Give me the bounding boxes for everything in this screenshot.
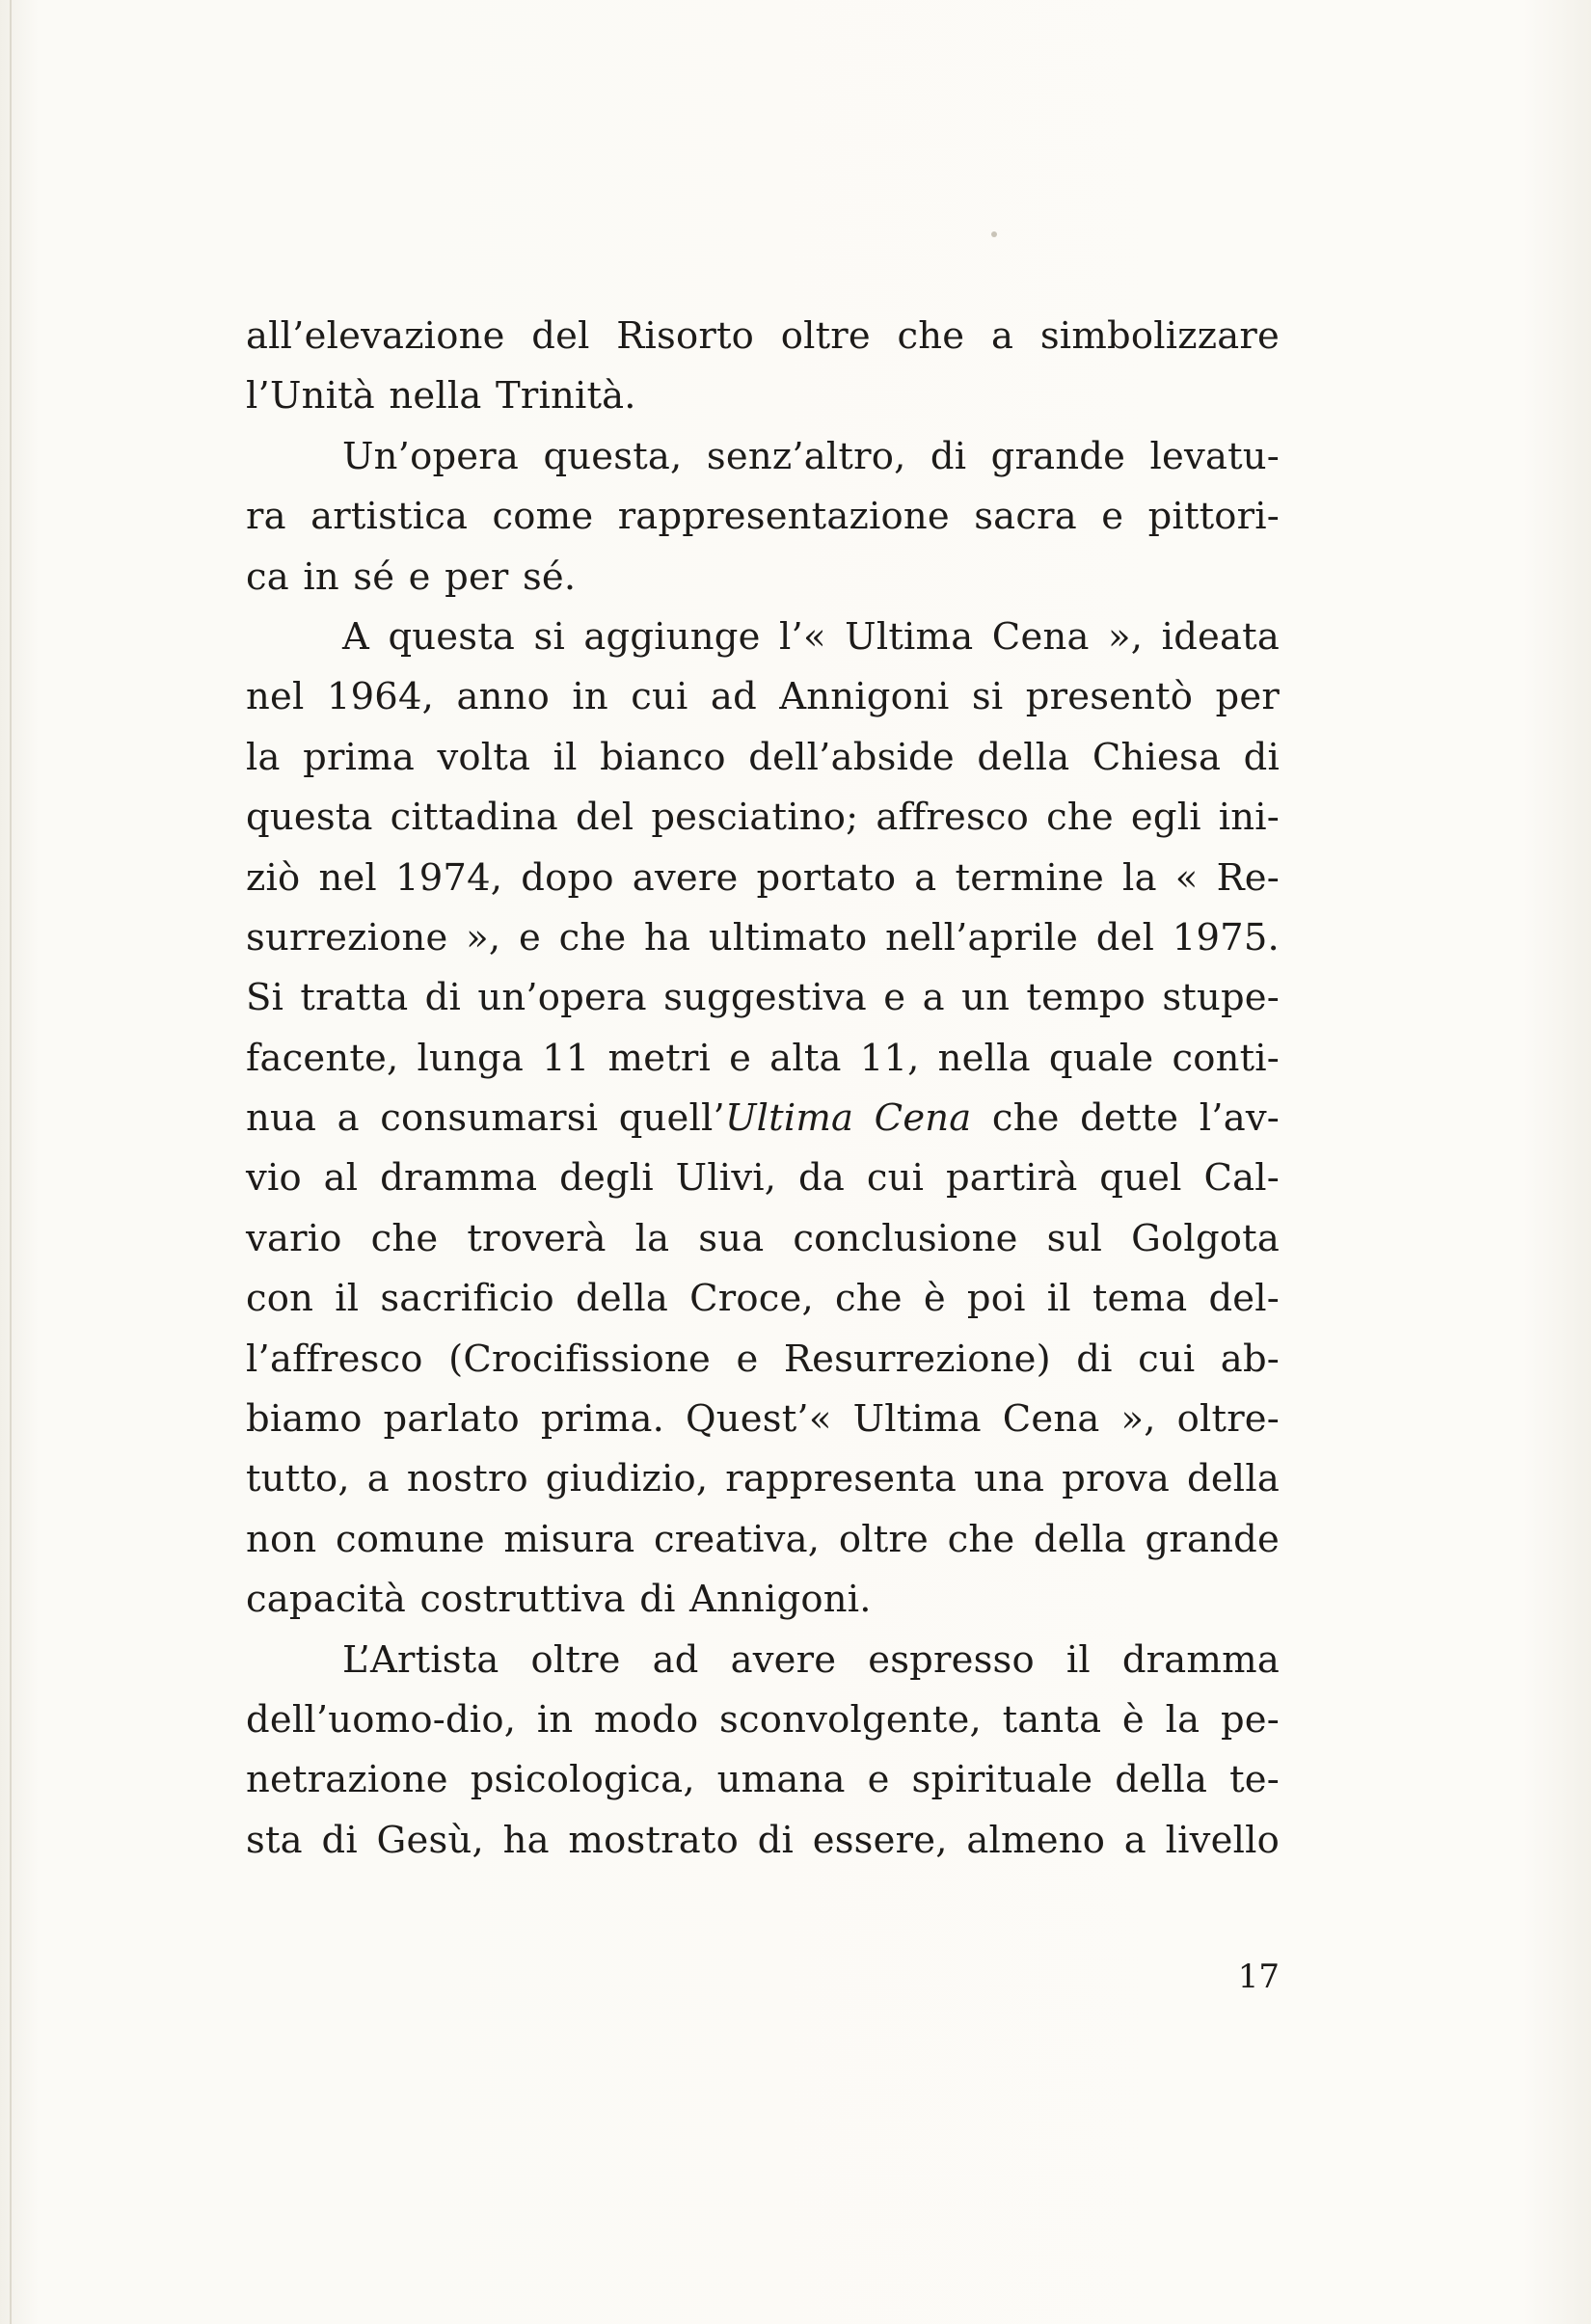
text-segment: nua a consumarsi quell’ — [246, 1096, 725, 1141]
text-line-with-italic — [246, 1089, 1280, 1148]
text-segment: che dette l’av- — [971, 1096, 1281, 1141]
text-line: biamo parlato prima. Quest’« Ultima Cena », oltre- — [246, 1397, 1280, 1442]
text-line: la prima volta il bianco dell’abside della Chiesa di — [246, 735, 1280, 779]
text-line: Un’opera questa, senz’altro, di grande levatu- — [342, 434, 1280, 478]
text-line: netrazione psicologica, umana e spirituale della te- — [246, 1758, 1280, 1802]
text-line: L’Artista oltre ad avere espresso il dramma — [342, 1637, 1280, 1682]
text-line: questa cittadina del pesciatino; affresco che egli ini- — [246, 796, 1280, 840]
text-line: vio al dramma degli Ulivi, da cui partirà quel Cal- — [246, 1156, 1280, 1201]
text-line: con il sacrificio della Croce, che è poi il tema del- — [246, 1277, 1280, 1321]
text-line: non comune misura creativa, oltre che della grande — [246, 1517, 1280, 1561]
text-line: all’elevazione del Risorto oltre che a simbolizzare — [246, 314, 1280, 358]
text-line: A questa si aggiunge l’« Ultima Cena », ideata — [342, 614, 1280, 659]
text-line: facente, lunga 11 metri e alta 11, nella quale conti- — [246, 1036, 1280, 1080]
text-line: tutto, a nostro giudizio, rappresenta una prova della — [246, 1457, 1280, 1501]
text-line: sta di Gesù, ha mostrato di essere, almeno a livello — [246, 1818, 1280, 1862]
body-text — [246, 307, 1280, 1871]
paper-speck — [991, 231, 997, 237]
text-line: dell’uomo-dio, in modo sconvolgente, tanta è la pe- — [246, 1697, 1280, 1742]
text-line: surrezione », e che ha ultimato nell’aprile del 1975. — [246, 915, 1280, 959]
text-line: l’affresco (Crocifissione e Resurrezione) di cui ab- — [246, 1337, 1280, 1381]
text-line: Si tratta di un’opera suggestiva e a un tempo stupe- — [246, 976, 1280, 1020]
text-line: l’Unità nella Trinità. — [246, 374, 636, 419]
italic-title: Ultima Cena — [725, 1096, 972, 1141]
text-line: ziò nel 1974, dopo avere portato a termine la « Re- — [246, 855, 1280, 900]
text-line: vario che troverà la sua conclusione sul Golgota — [246, 1216, 1280, 1260]
text-line: capacità costruttiva di Annigoni. — [246, 1578, 872, 1622]
text-line: ra artistica come rappresentazione sacra e pittori- — [246, 495, 1280, 539]
text-line: nel 1964, anno in cui ad Annigoni si presentò per — [246, 675, 1280, 719]
text-line: ca in sé e per sé. — [246, 554, 577, 599]
page-number: 17 — [1237, 1958, 1280, 1996]
page-binding-edge — [10, 0, 12, 2324]
